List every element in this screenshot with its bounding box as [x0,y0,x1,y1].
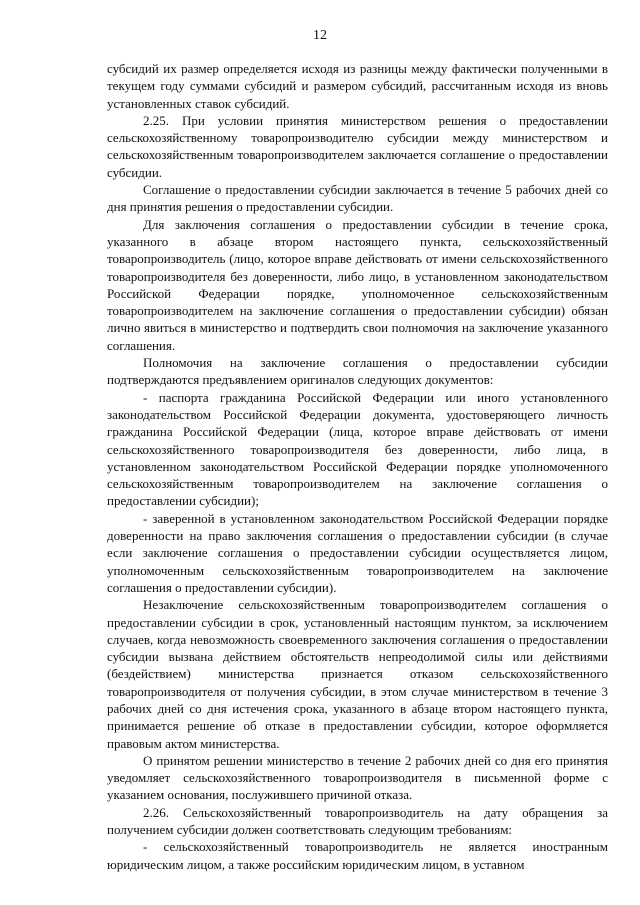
paragraph-2-25: 2.25. При условии принятия министерством решения о предоставлении сельскохозяйственному товаропроизводителю субсидии между министерством и сельскохозяйственным товаропроизводителем заключается соглашение о предоставлении субсидии. [107,112,608,180]
paragraph-powers-confirmation: Полномочия на заключение соглашения о предоставлении субсидии подтверждаются предъявлением оригиналов следующих документов: [107,355,608,388]
paragraph-2-26: 2.26. Сельскохозяйственный товаропроизводитель на дату обращения за получением субсидии должен соответствовать следующим требованиям: [107,804,608,838]
paragraph-agreement-term: Соглашение о предоставлении субсидии заключается в течение 5 рабочих дней со дня принятия решения о предоставлении субсидии. [107,182,608,215]
paragraph-continuation: субсидий их размер определяется исходя из разницы между фактически полученными в текущем году суммами субсидий и размером субсидий, рассчитанным исходя из вновь установленных ставок субсидий. [107,61,608,111]
paragraph-agreement-appearance: Для заключения соглашения о предоставлении субсидии в течение срока, указанного в абзаце втором настоящего пункта, сельскохозяйственный товаропроизводитель (лицо, которое вправе действовать от имени сельскохозяйственного товаропроизводителя без доверенности, либо лицо, в установленном законодательством Российской Федерации порядке, уполномоченное сельскохозяйственным товаропроизводителем на заключение соглашения о предоставлении субсидии) обязан лично явиться в министерство и подтвердить свои полномочия на заключение указанного соглашения. [107,216,608,353]
list-item-passport: - паспорта гражданина Российской Федерации или иного установленного законодательством Российской Федерации документа, удостоверяющего личность гражданина Российской Федерации (лица, которое вправе действовать от имени сельскохозяйственного товаропроизводителя без доверенности, либо лица, в установленном законодательством Российской Федерации порядке уполномоченного сельскохозяйственным товаропроизводителем на заключение соглашения о предоставлении субсидии); [107,389,608,509]
paragraph-notification: О принятом решении министерство в течение 2 рабочих дней со дня его принятия уведомляет сельскохозяйственного товаропроизводителя в письменной форме с указанием основания, послужившего причиной отказа. [107,752,608,803]
list-item-power-of-attorney: - заверенной в установленном законодательством Российской Федерации порядке доверенности на право заключения соглашения о предоставлении субсидии (в случае если заключение соглашения о предоставлении субсидии осуществляется лицом, уполномоченным сельскохозяйственным товаропроизводителем на заключение соглашения о предоставлении субсидии). [107,510,608,595]
paragraph-non-conclusion: Незаключение сельскохозяйственным товаропроизводителем соглашения о предоставлении субсидии в срок, установленный настоящим пунктом, за исключением случаев, когда невозможность своевременного заключения соглашения о предоставлении субсидии вызвана действием обстоятельств непреодолимой силы или действиями (бездействием) министерства признается отказом сельскохозяйственного товаропроизводителя от получения субсидии, в этом случае министерством в течение 3 рабочих дней со дня истечения срока, указанного в абзаце втором настоящего пункта, принимается решение об отказе в предоставлении субсидии, которое оформляется правовым актом министерства. [107,597,608,751]
document-body [107,60,608,873]
page-number: 12 [313,28,327,43]
list-item-not-foreign: - сельскохозяйственный товаропроизводитель не является иностранным юридическим лицом, а также российским юридическим лицом, в уставном [107,839,608,872]
